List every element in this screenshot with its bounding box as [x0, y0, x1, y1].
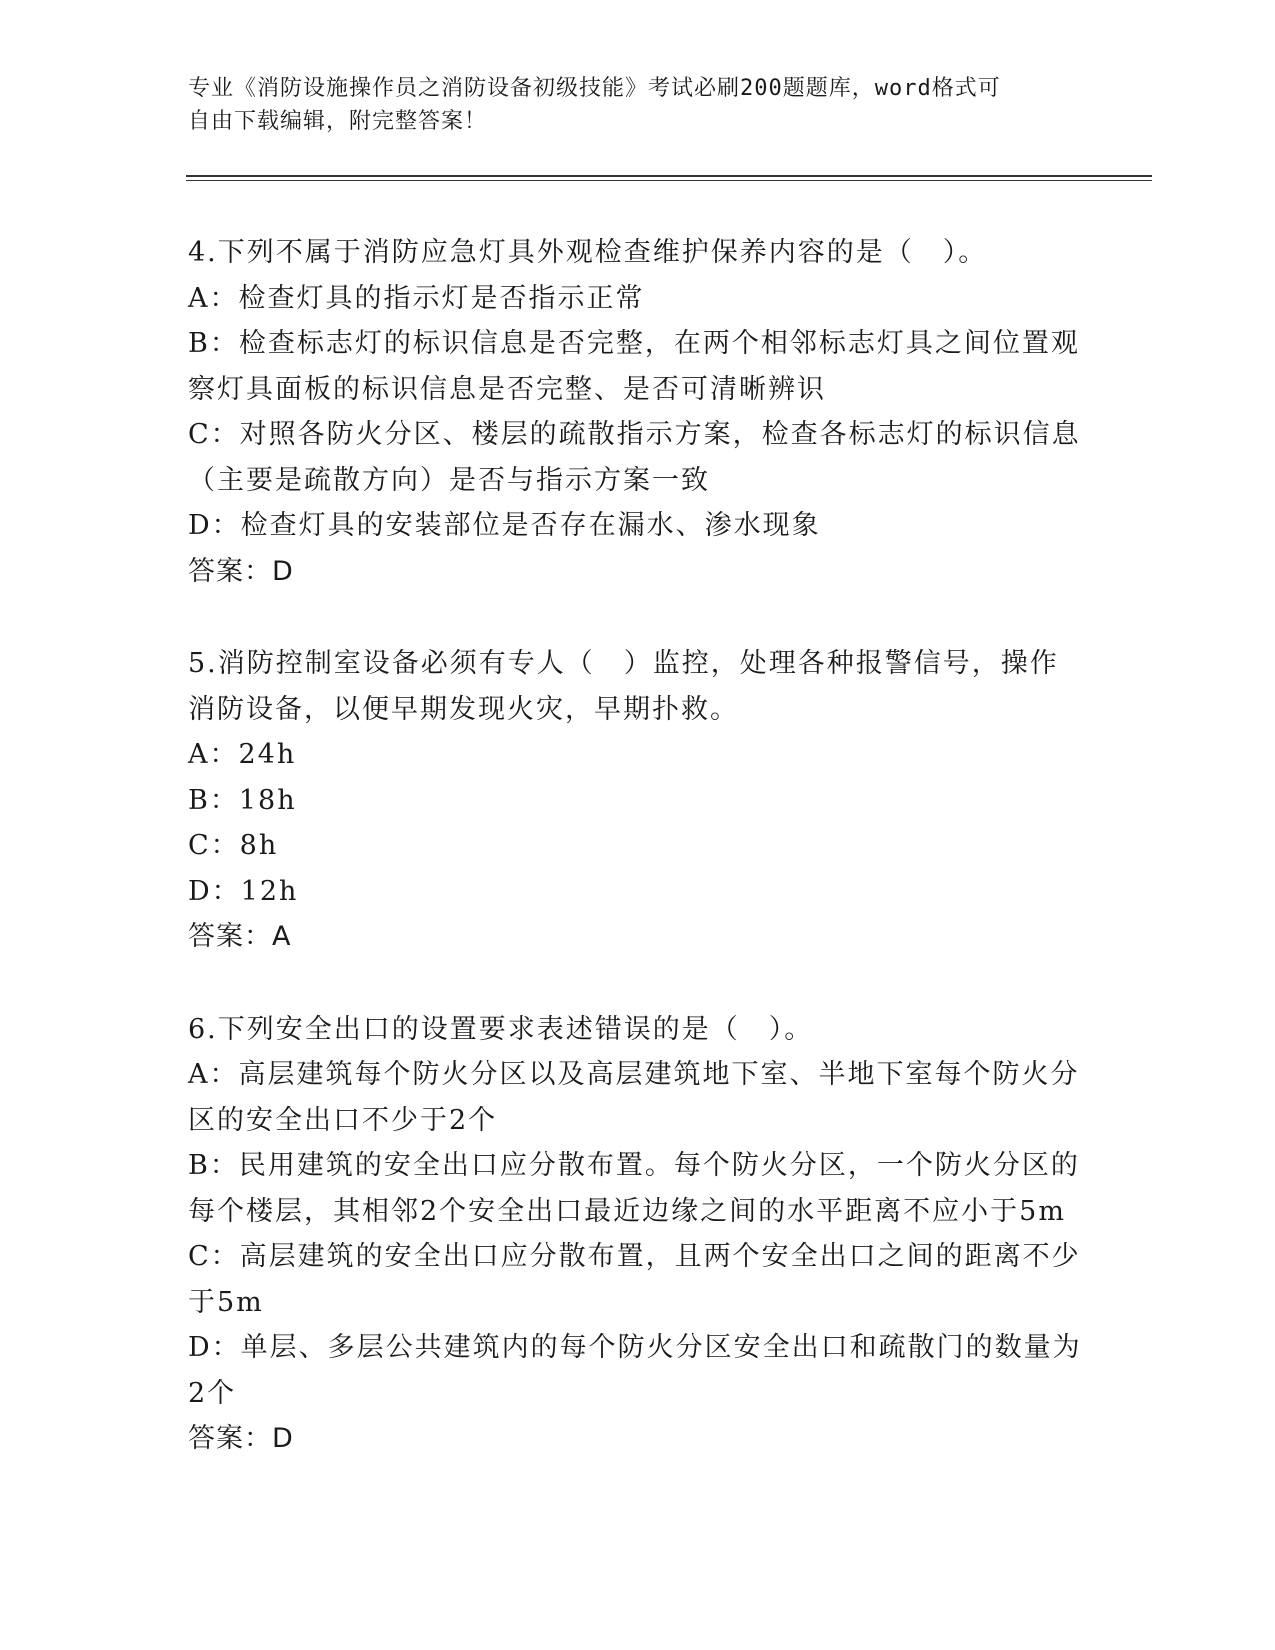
question-4 [188, 230, 1088, 594]
answer-label: 答案：D [188, 555, 294, 587]
option-d-continued: 2个 [188, 1377, 237, 1409]
option-c: C：高层建筑的安全出口应分散布置，且两个安全出口之间的距离不少 [188, 1241, 1081, 1272]
option-b: B：18h [188, 784, 297, 816]
answer-label: 答案：A [188, 921, 292, 952]
question-text: 6.下列安全出口的设置要求表述错误的是（ ）。 [188, 1013, 814, 1045]
option-b: B：民用建筑的安全出口应分散布置。每个防火分区，一个防火分区的 [188, 1150, 1080, 1181]
header-divider-thin [186, 180, 1152, 181]
question-list [188, 230, 1088, 1509]
option-c: C：8h [188, 830, 279, 861]
header-divider-thick [186, 175, 1152, 177]
question-text-continued: 消防设备，以便早期发现火灾，早期扑救。 [188, 693, 739, 725]
question-6 [188, 1007, 1088, 1462]
option-a: A：24h [188, 739, 297, 770]
option-c: C：对照各防火分区、楼层的疏散指示方案，检查各标志灯的标识信息 [188, 419, 1081, 450]
option-a: A：高层建筑每个防火分区以及高层建筑地下室、半地下室每个防火分 [188, 1059, 1080, 1090]
option-a: A：检查灯具的指示灯是否指示正常 [188, 282, 645, 314]
option-d: D：检查灯具的安装部位是否存在漏水、渗水现象 [188, 510, 821, 541]
option-b-continued: 每个楼层，其相邻2个安全出口最近边缘之间的水平距离不应小于5m [188, 1195, 1066, 1227]
question-text: 5.消防控制室设备必须有专人（ ）监控，处理各种报警信号，操作 [188, 648, 1059, 679]
question-text: 4.下列不属于消防应急灯具外观检查维护保养内容的是（ ）。 [188, 237, 988, 268]
option-b: B：检查标志灯的标识信息是否完整，在两个相邻标志灯具之间位置观 [188, 328, 1080, 359]
header-line: 专业《消防设施操作员之消防设备初级技能》考试必刷200题题库，word格式可 [188, 76, 1001, 101]
option-c-continued: （主要是疏散方向）是否与指示方案一致 [188, 464, 710, 496]
header-line: 自由下载编辑，附完整答案！ [188, 109, 488, 134]
option-c-continued: 于5m [188, 1286, 264, 1318]
option-d: D：单层、多层公共建筑内的每个防火分区安全出口和疏散门的数量为 [188, 1332, 1082, 1363]
document-header [188, 72, 1068, 138]
option-d: D：12h [188, 875, 299, 907]
answer-label: 答案：D [188, 1423, 294, 1454]
option-b-continued: 察灯具面板的标识信息是否完整、是否可清晰辨识 [188, 373, 826, 405]
question-5 [188, 641, 1088, 960]
option-a-continued: 区的安全出口不少于2个 [188, 1104, 498, 1136]
